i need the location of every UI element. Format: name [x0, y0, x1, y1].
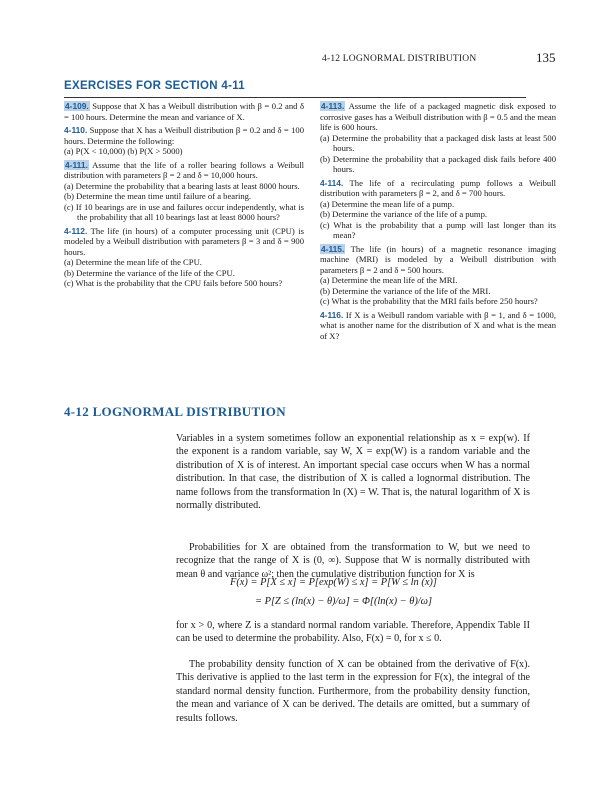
equation-cdf-standardized: = P[Z ≤ (ln(x) − θ)/ω] = Φ[(ln(x) − θ)/ω] — [255, 596, 433, 607]
exercise-number[interactable]: 4-114. — [320, 177, 344, 188]
exercise-number[interactable]: 4-111. — [65, 159, 88, 170]
exercise-4-111 — [64, 160, 304, 223]
exercise-4-114 — [320, 178, 556, 241]
exercise-part: (a) Determine the probability that a bearing lasts at least 8000 hours. — [64, 180, 300, 191]
exercise-statement: Suppose that X has a Weibull distribution with β = 0.2 and δ = 100 hours. Determine the mean and variance of X. — [64, 101, 304, 122]
exercises-right-column — [320, 101, 556, 344]
exercise-statement: The life (in hours) of a magnetic resonance imaging machine (MRI) is modeled by a Weibull distribution with parameters β = 2 and δ = 500 hours. — [320, 243, 556, 275]
exercise-number[interactable]: 4-112. — [64, 225, 88, 236]
exercises-left-column — [64, 101, 304, 292]
exercise-part: (c) What is the probability that a pump will last longer than its mean? — [320, 219, 556, 240]
exercise-part: (c) If 10 bearings are in use and failures occur independently, what is the probability that all 10 bearings last at least 8000 hours? — [64, 201, 304, 222]
exercise-part: (a) P(X < 10,000) (b) P(X > 5000) — [64, 146, 183, 156]
exercise-number[interactable]: 4-110. — [64, 125, 88, 135]
paragraph-range: for x > 0, where Z is a standard normal random variable. Therefore, Appendix Table II can be used to determine the probability. Also, F(x) = 0, for x ≤ 0. — [176, 620, 530, 645]
exercise-part: (a) Determine the mean life of the CPU. — [64, 257, 202, 267]
section-title: 4-12 LOGNORMAL DISTRIBUTION — [64, 404, 286, 419]
exercise-4-115 — [320, 244, 556, 307]
exercise-number[interactable]: 4-115. — [321, 243, 345, 254]
exercise-4-109 — [64, 101, 304, 122]
exercise-part: (a) Determine the mean life of a pump. — [320, 198, 455, 209]
exercise-part: (b) Determine the probability that a packaged disk fails before 400 hours. — [320, 153, 556, 174]
exercise-4-116 — [320, 310, 556, 342]
exercise-number[interactable]: 4-113. — [321, 101, 345, 111]
exercises-heading: EXERCISES FOR SECTION 4-11 — [64, 80, 245, 92]
exercise-part: (c) What is the probability that the MRI fails before 250 hours? — [320, 296, 538, 306]
exercise-4-112 — [64, 226, 304, 289]
exercise-number[interactable]: 4-116. — [320, 309, 344, 320]
equation-cdf: F(x) = P[X ≤ x] = P[exp(W) ≤ x] = P[W ≤ ln (x)] — [230, 577, 437, 588]
paragraph-probabilities: Probabilities for X are obtained from the transformation to W, but we need to recognize that the range of X is (0, ∞). Suppose that W is normally distributed with mean θ and variance ω²; then the cumulative distribution function for X is — [176, 542, 530, 580]
paragraph-intro: Variables in a system sometimes follow an exponential relationship as x = exp(w). If the exponent is a random variable, say W, X = exp(W) is a random variable and the distribution of X is of interest. An important special case occurs when W has a normal distribution. In that case, the distribution of X is called a lognormal distribution. The name follows from the transformation ln (X) = W. That is, the natural logarithm of X is normally distributed. — [176, 433, 530, 512]
exercise-part: (a) Determine the probability that a packaged disk lasts at least 500 hours. — [320, 132, 556, 153]
exercise-4-110 — [64, 125, 304, 157]
exercise-part: (c) What is the probability that the CPU fails before 500 hours? — [64, 278, 283, 288]
exercise-statement: The life of a recirculating pump follows a Weibull distribution with parameters β = 2, and δ = 700 hours. — [320, 177, 556, 198]
exercise-statement: Assume that the life of a roller bearing follows a Weibull distribution with parameters β = 2 and δ = 10,000 hours. — [64, 159, 305, 180]
exercise-part: (b) Determine the variance of the life of a pump. — [320, 209, 488, 219]
exercise-statement: The life (in hours) of a computer processing unit (CPU) is modeled by a Weibull distribution with parameters β = 3 and δ = 900 hours. — [64, 225, 304, 257]
exercise-statement: Assume the life of a packaged magnetic disk exposed to corrosive gases has a Weibull distribution with β = 0.5 and the mean life is 600 hours. — [320, 101, 556, 132]
exercise-statement: If X is a Weibull random variable with β = 1, and δ = 1000, what is another name for the distribution of X and what is the mean of X? — [320, 309, 556, 341]
page-number: 135 — [536, 50, 556, 65]
exercise-4-113 — [320, 101, 556, 175]
exercise-statement: Suppose that X has a Weibull distribution β = 0.2 and δ = 100 hours. Determine the following: — [64, 125, 304, 146]
paragraph-density: The probability density function of X can be obtained from the derivative of F(x). This derivative is applied to the last term in the expression for F(x), the integral of the standard normal density function. Furthermore, from the probability density function, the mean and variance of X can be derived. The details are omitted, but a summary of results follows. — [176, 659, 530, 724]
exercise-part: (a) Determine the mean life of the MRI. — [320, 275, 458, 285]
exercise-part: (b) Determine the variance of the life of the MRI. — [320, 285, 491, 296]
exercise-part: (b) Determine the mean time until failure of a bearing. — [64, 191, 252, 201]
exercise-number[interactable]: 4-109. — [65, 101, 89, 111]
heading-rule — [64, 97, 526, 98]
exercise-part: (b) Determine the variance of the life of the CPU. — [64, 267, 235, 278]
running-head: 4-12 LOGNORMAL DISTRIBUTION — [322, 54, 477, 64]
